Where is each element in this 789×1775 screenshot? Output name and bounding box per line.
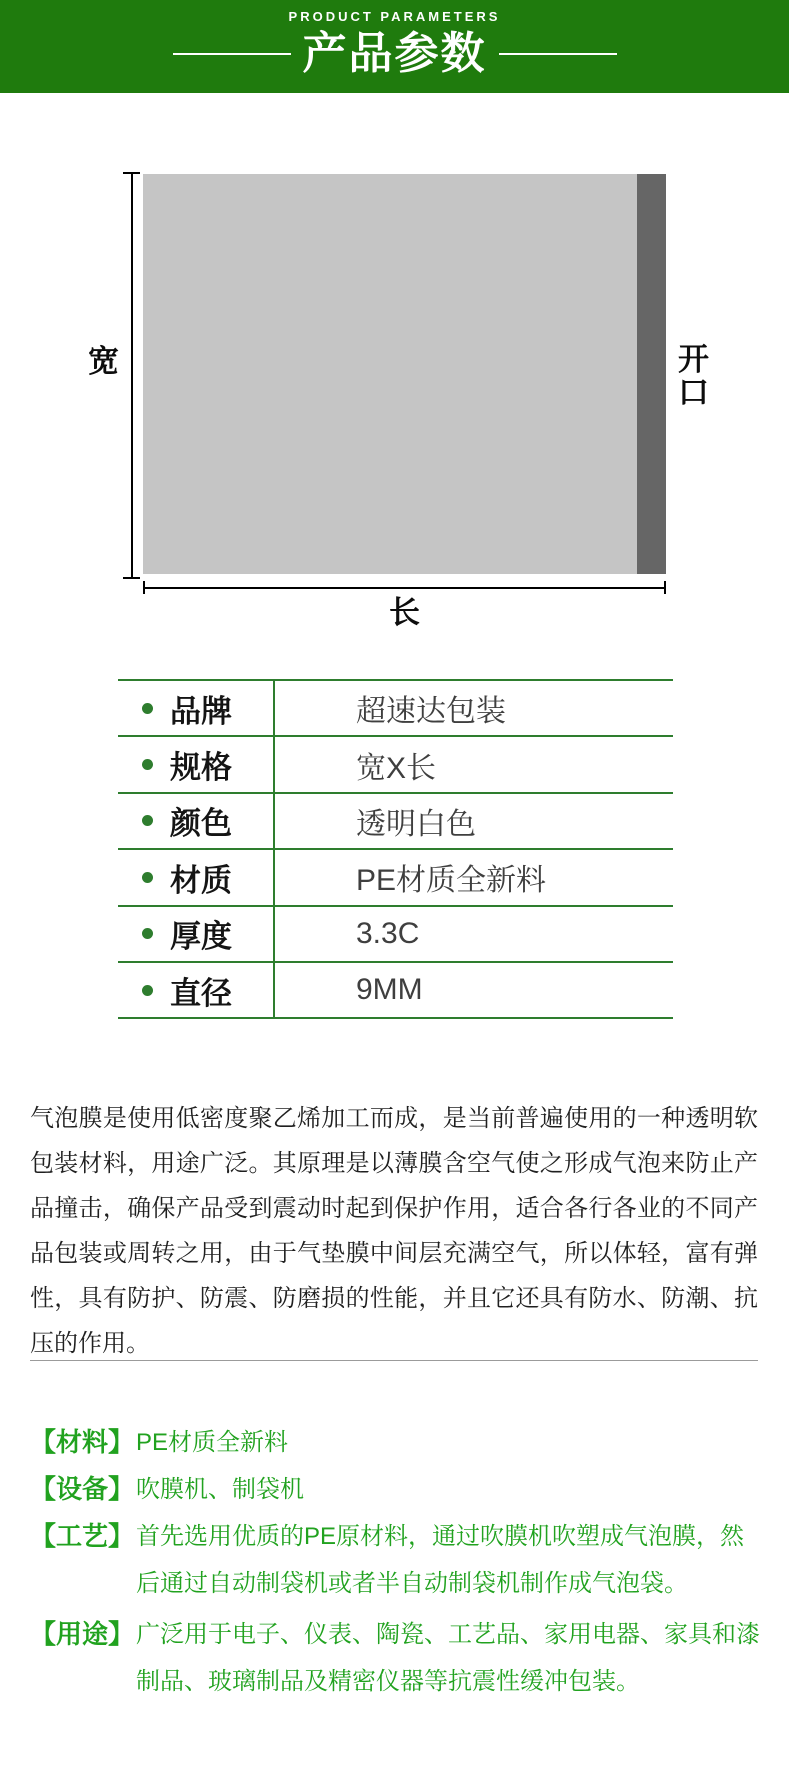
detail-item-usage xyxy=(30,1611,762,1705)
width-dimension-cap-top xyxy=(123,172,140,174)
table-row xyxy=(118,681,673,737)
detail-item-process xyxy=(30,1513,762,1607)
spec-value: 9MM xyxy=(356,973,423,1007)
length-dimension-tick-left xyxy=(143,581,145,594)
spec-label: 厚度 xyxy=(170,919,232,955)
detail-label: 【工艺】 xyxy=(30,1521,135,1551)
spec-value: 宽X长 xyxy=(356,751,437,785)
product-description: 气泡膜是使用低密度聚乙烯加工而成，是当前普遍使用的一种透明软包装材料，用途广泛。其原理是以薄膜含空气使之形成气泡来防止产品撞击，确保产品受到震动时起到保护作用，适合各行各业的不同产品包装或周转之用，由于气垫膜中间层充满空气，所以体轻，富有弹性，具有防护、防震、防磨损的性能，并且它还具有防水、防潮、抗压的作用。 xyxy=(30,1105,758,1357)
spec-value: 透明白色 xyxy=(356,807,476,841)
spec-value: 3.3C xyxy=(356,916,420,950)
width-label: 宽 xyxy=(88,344,119,379)
detail-item-material xyxy=(30,1419,762,1466)
table-row xyxy=(118,963,673,1019)
spec-label-cell xyxy=(118,686,275,731)
spec-label-cell xyxy=(118,798,275,843)
spec-label: 材质 xyxy=(170,862,232,898)
bullet-dot-icon xyxy=(142,759,153,770)
spec-table xyxy=(118,679,673,1019)
length-dimension-tick-right xyxy=(664,581,666,594)
header-subtitle: PRODUCT PARAMETERS xyxy=(288,9,501,24)
section-divider xyxy=(30,1360,758,1361)
spec-value: 超速达包装 xyxy=(356,695,506,729)
bullet-dot-icon xyxy=(142,815,153,826)
detail-label: 【用途】 xyxy=(30,1619,135,1649)
spec-value: PE材质全新料 xyxy=(356,864,547,898)
width-dimension-line xyxy=(131,172,133,579)
header-banner xyxy=(0,0,789,93)
title-left-rule xyxy=(173,53,291,55)
detail-sections xyxy=(30,1419,762,1705)
bullet-dot-icon xyxy=(142,872,153,883)
spec-label: 品牌 xyxy=(170,693,232,729)
bag-diagram xyxy=(143,174,666,574)
spec-table-divider xyxy=(273,681,275,1019)
spec-label: 规格 xyxy=(170,750,232,786)
bag-opening-strip xyxy=(637,174,666,574)
spec-label: 颜色 xyxy=(170,806,232,842)
header-title-row xyxy=(0,26,789,82)
bullet-dot-icon xyxy=(142,928,153,939)
title-right-rule xyxy=(499,53,617,55)
detail-label: 【设备】 xyxy=(30,1474,135,1504)
opening-label: 开口 xyxy=(678,342,709,410)
table-row xyxy=(118,850,673,906)
detail-item-equipment xyxy=(30,1466,762,1513)
table-row xyxy=(118,907,673,963)
width-dimension-cap-bottom xyxy=(123,577,140,579)
table-row xyxy=(118,794,673,850)
bullet-dot-icon xyxy=(142,985,153,996)
spec-label-cell xyxy=(118,968,275,1013)
length-label: 长 xyxy=(389,595,420,630)
detail-text: PE材质全新料 xyxy=(136,1429,289,1456)
page-title: 产品参数 xyxy=(302,29,487,78)
bullet-dot-icon xyxy=(142,703,153,714)
length-dimension-line xyxy=(143,587,666,589)
detail-label: 【材料】 xyxy=(30,1427,135,1457)
detail-text: 广泛用于电子、仪表、陶瓷、工艺品、家用电器、家具和漆制品、玻璃制品及精密仪器等抗震性缓冲包装。 xyxy=(136,1621,760,1695)
spec-label-cell xyxy=(118,911,275,956)
detail-text: 吹膜机、制袋机 xyxy=(136,1476,304,1503)
detail-text: 首先选用优质的PE原材料，通过吹膜机吹塑成气泡膜，然后通过自动制袋机或者半自动制袋机制作成气泡袋。 xyxy=(136,1523,745,1597)
spec-label-cell xyxy=(118,855,275,900)
table-row xyxy=(118,737,673,793)
spec-label: 直径 xyxy=(170,975,232,1011)
spec-label-cell xyxy=(118,742,275,787)
